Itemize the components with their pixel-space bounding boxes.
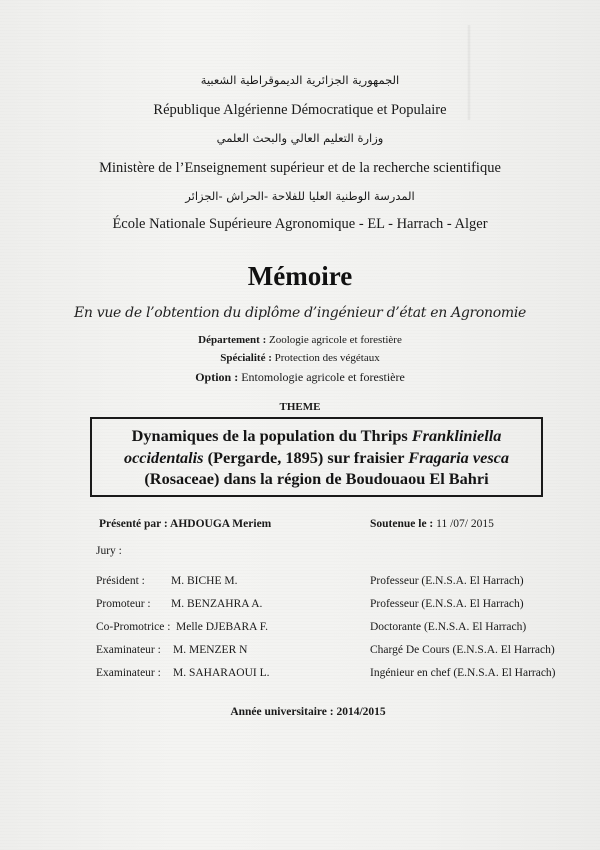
presented-by <box>99 518 271 530</box>
school-name-french: École Nationale Supérieure Agronomique - EL - Harrach - Alger <box>112 216 488 232</box>
document-title: Mémoire <box>247 261 353 291</box>
jury-role: Promoteur : <box>96 598 151 610</box>
department-value: Zoologie agricole et forestière <box>269 334 402 346</box>
jury-role: Président : <box>96 575 145 587</box>
jury-title: Ingénieur en chef (E.N.S.A. El Harrach) <box>370 667 556 679</box>
presented-name: AHDOUGA Meriem <box>170 518 272 530</box>
jury-role: Co-Promotrice : <box>96 621 171 633</box>
jury-row <box>96 575 546 591</box>
jury-row <box>96 621 546 637</box>
school-name-arabic: المدرسة الوطنية العليا للفلاحة -الحراش -الجزائر <box>185 189 415 203</box>
defended-label: Soutenue le : <box>370 518 434 530</box>
theme-part-2: (Pergarde, 1895) sur fraisier <box>203 447 409 467</box>
jury-row <box>96 667 556 683</box>
ministry-name-french: Ministère de l’Enseignement supérieur et de la recherche scientifique <box>99 160 501 176</box>
presented-label: Présenté par : <box>99 518 168 530</box>
department-label: Département : <box>198 334 267 346</box>
jury-row <box>96 644 555 660</box>
ministry-name-arabic: وزارة التعليم العالي والبحث العلمي <box>216 131 384 145</box>
theme-box <box>90 417 543 497</box>
theme-species-1-epithet: occidentalis <box>123 447 204 467</box>
country-name-arabic: الجمهورية الجزائرية الديموقراطية الشعبية <box>200 73 400 87</box>
option-value: Entomologie agricole et forestière <box>241 370 405 384</box>
academic-year: Année universitaire : 2014/2015 <box>230 706 386 718</box>
theme-title <box>92 425 541 490</box>
theme-part-3: (Rosaceae) dans la région de Boudouaou El Bahri <box>144 469 489 488</box>
jury-name: M. BICHE M. <box>171 575 238 587</box>
jury-label: Jury : <box>96 545 122 557</box>
theme-species-2: Fragaria vesca <box>408 447 510 467</box>
jury-title: Doctorante (E.N.S.A. El Harrach) <box>370 621 527 633</box>
theme-species-1-genus: Frankliniella <box>411 426 502 445</box>
option-line <box>0 370 600 385</box>
jury-name: M. MENZER N <box>173 644 248 656</box>
jury-title: Professeur (E.N.S.A. El Harrach) <box>370 575 524 587</box>
jury-name: Melle DJEBARA F. <box>176 621 269 633</box>
country-name-french: République Algérienne Démocratique et Populaire <box>153 102 447 118</box>
jury-title: Professeur (E.N.S.A. El Harrach) <box>370 598 524 610</box>
department-line <box>0 334 600 346</box>
jury-name: M. BENZAHRA A. <box>171 598 263 610</box>
speciality-label: Spécialité : <box>220 352 272 364</box>
speciality-line <box>0 352 600 364</box>
option-label: Option : <box>195 370 239 384</box>
jury-title: Chargé De Cours (E.N.S.A. El Harrach) <box>370 644 555 656</box>
speciality-value: Protection des végétaux <box>274 352 380 364</box>
jury-role: Examinateur : <box>96 644 161 656</box>
defense-date-line <box>370 518 494 530</box>
document-subtitle: En vue de l’obtention du diplôme d’ingénieur d’état en Agronomie <box>73 305 527 321</box>
jury-row <box>96 598 546 614</box>
jury-role: Examinateur : <box>96 667 161 679</box>
theme-part-1: Dynamiques de la population du Thrips <box>131 426 412 445</box>
theme-label: THEME <box>279 401 321 413</box>
jury-name: M. SAHARAOUI L. <box>173 667 270 679</box>
defended-date: 11 /07/ 2015 <box>436 518 494 530</box>
